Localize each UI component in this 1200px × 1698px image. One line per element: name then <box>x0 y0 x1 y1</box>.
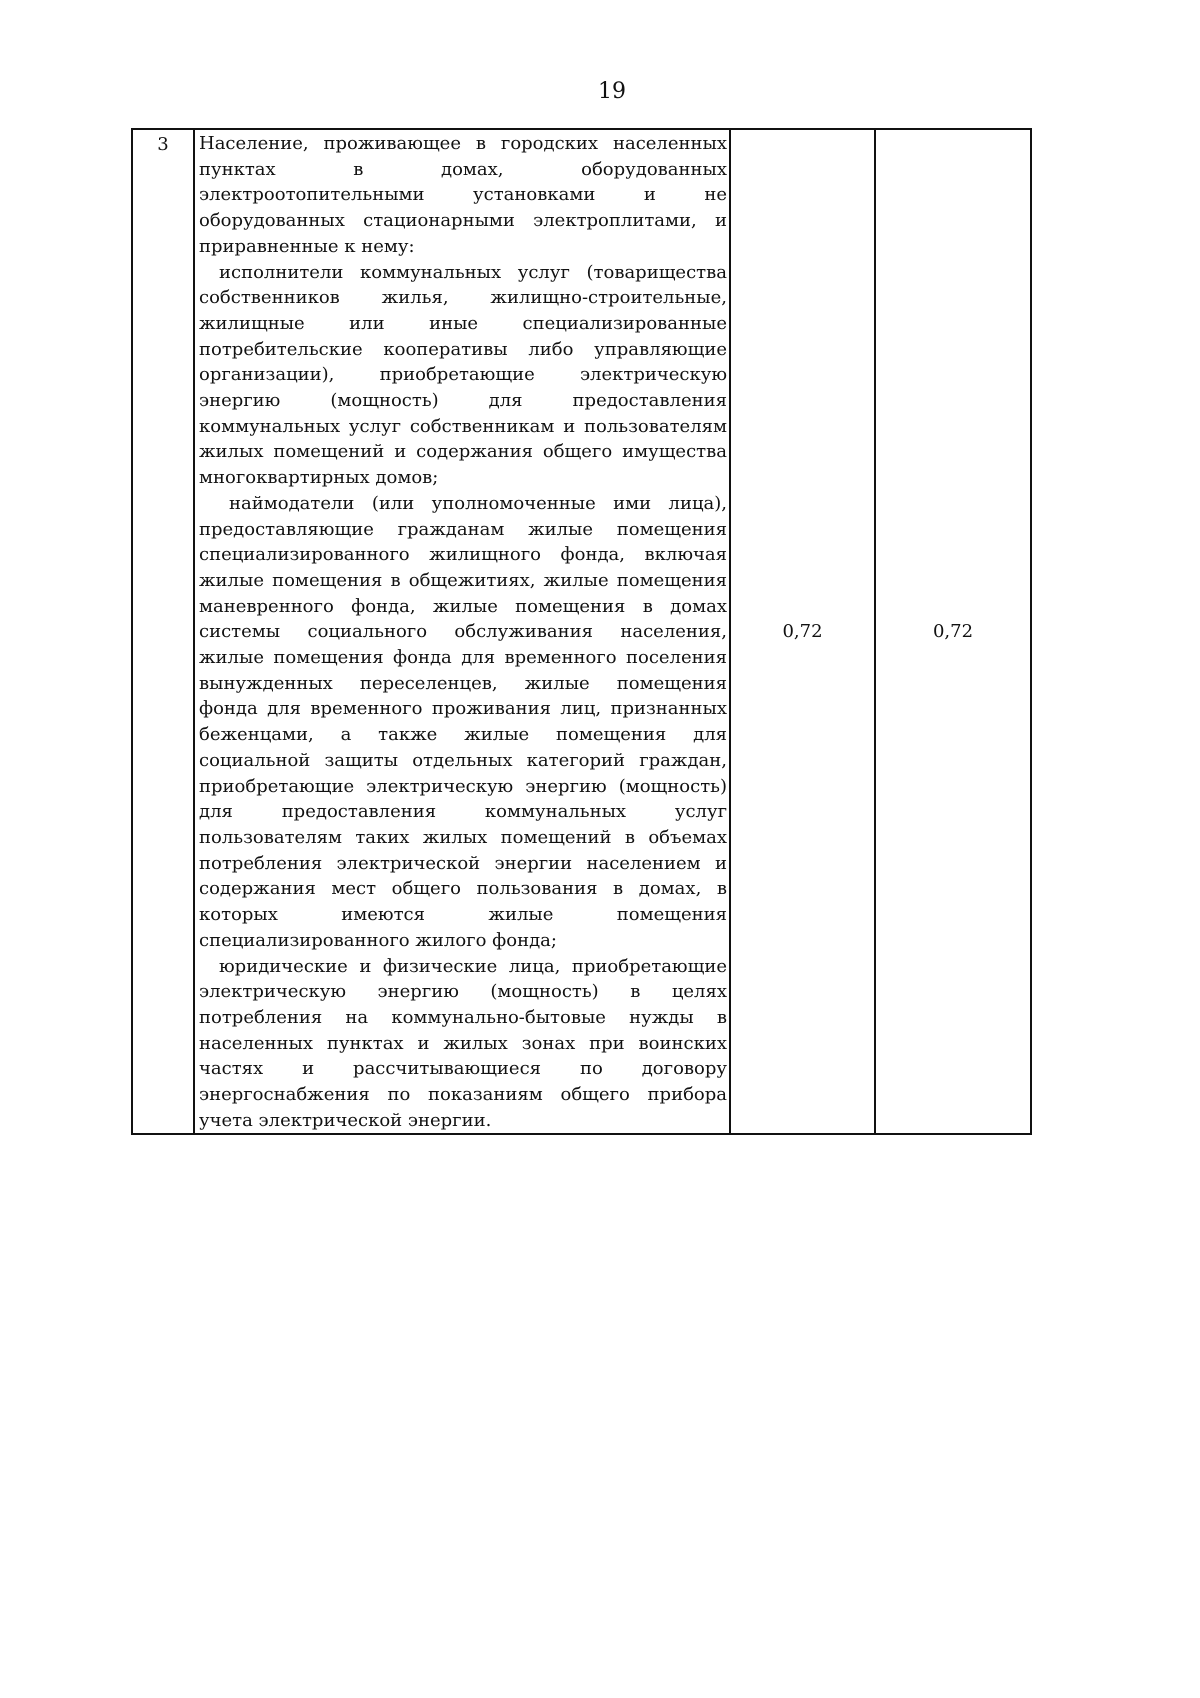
tariff-table <box>131 128 1032 1135</box>
description-paragraph-legal-entities: юридические и физические лица, приобретающие электрическую энергию (мощность) в целях потребления на коммунально-бытовые нужды в населенных пунктах и жилых зонах при воинских частях и рассчитывающиеся по договору энергоснабжения по показаниям общего прибора учета электрической энергии. <box>199 955 727 1131</box>
page-number: 19 <box>598 79 626 104</box>
row-value-1: 0,72 <box>730 129 875 1134</box>
row-value-2: 0,72 <box>875 129 1031 1134</box>
description-paragraph-utility-providers: исполнители коммунальных услуг (товарищества собственников жилья, жилищно-строительные, жилищные или иные специализированные потребительские кооперативы либо управляющие организации), приобретающие электрическую энергию (мощность) для предоставления коммунальных услуг собственникам и пользователям жилых помещений и содержания общего имущества многоквартирных домов; <box>199 261 727 489</box>
row-number: 3 <box>132 129 194 1134</box>
description-paragraph-intro: Население, проживающее в городских населенных пунктах в домах, оборудованных электроотопительными установками и не оборудованных стационарными электроплитами, и приравненные к нему: <box>199 133 727 257</box>
row-description <box>194 129 730 1134</box>
table-row <box>132 129 1031 1134</box>
description-paragraph-landlords: наймодатели (или уполномоченные ими лица), предоставляющие гражданам жилые помещения специализированного жилищного фонда, включая жилые помещения в общежитиях, жилые помещения маневренного фонда, жилые помещения в домах системы социального обслуживания населения, жилые помещения фонда для временного поселения вынужденных переселенцев, жилые помещения фонда для временного проживания лиц, признанных беженцами, а также жилые помещения для социальной защиты отдельных категорий граждан, приобретающие электрическую энергию (мощность) для предоставления коммунальных услуг пользователям таких жилых помещений в объемах потребления электрической энергии населением и содержания мест общего пользования в домах, в которых имеются жилые помещения специализированного жилого фонда; <box>199 492 727 951</box>
